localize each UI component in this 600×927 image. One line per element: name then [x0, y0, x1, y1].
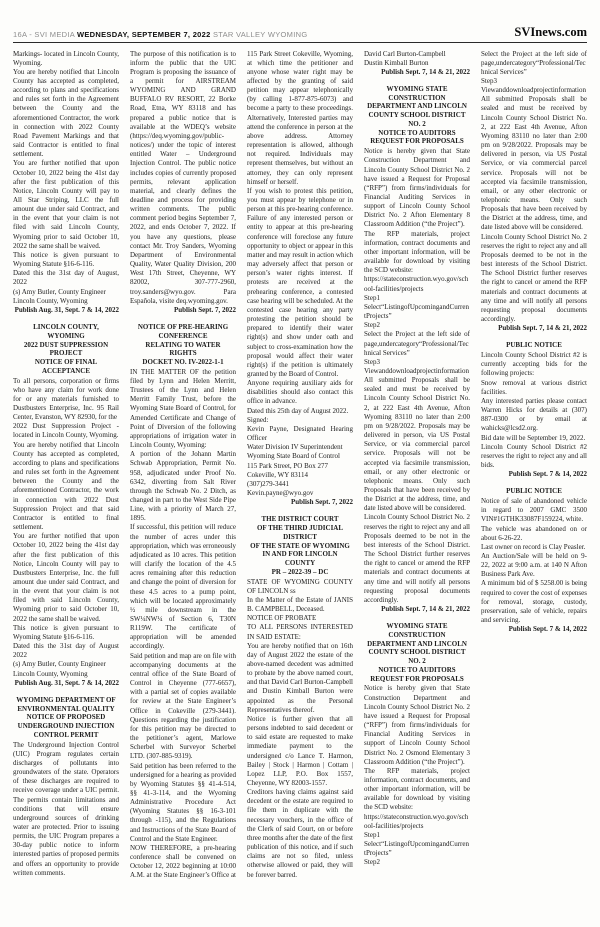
publish-line: Publish Aug. 31, Sept. 7 & 14, 2022: [14, 305, 119, 314]
notice-heading: [13, 323, 119, 376]
masthead-left: [13, 30, 307, 39]
notice-paragraph: This notice is given pursuant to Wyoming Statute §16-6-116.: [13, 623, 119, 641]
notice-paragraph: Step3: [364, 357, 380, 366]
notice-heading-line: DISTRICT: [283, 532, 317, 541]
notice-heading-line: DEPARTMENT AND LINCOLN: [367, 102, 467, 111]
notice-paragraph: Select“ListingofUpcomingandCurrentProjects”: [364, 840, 469, 858]
notice-heading-line: CONFERENCE: [158, 331, 208, 340]
notice-paragraph: Said petition and map are on file with accompanying documents at the central office of the State Board of Control in Cheyenne (777-6657), with a partial set of copies available for review at the State Engineer’s Office in Cokeville (279-3441). Questions regarding the justification for this petition may be directed to the petitioner’s agent, Marlowe Scherbel with Surveyor Scherbel LTD. (307-885-9319).: [130, 651, 236, 761]
notice-paragraph: This notice is given pursuant to Wyoming Statute §16-6-116.: [13, 250, 119, 269]
notice-paragraph: Select“ListingofUpcomingandCurrentProjects”: [364, 302, 469, 321]
legal-notice: [481, 341, 587, 479]
publish-line: Publish Sept. 7, 14 & 21, 2022: [498, 324, 587, 333]
notice-heading-line: ENVIRONMENTAL QUALITY: [17, 704, 115, 713]
notice-paragraph: Snow removal at various district facilities.: [481, 378, 587, 396]
notice-paragraph: Lincoln County, Wyoming: [13, 296, 88, 305]
notice-paragraph: TO ALL PERSONS INTERESTED IN SAID ESTATE:: [247, 623, 353, 641]
notice-paragraph: Notice is hereby given that State Construction Department and Lincoln County School District No. 2 have issued a Request for Proposal (“RFP”) from firms/individuals for Financial Auditing Services in support of Lincoln County School District No. 2 Osmond Elementary 3 Classroom Addition (“the Project”).: [364, 684, 470, 766]
notice-heading-line: REQUEST FOR PROPOSALS: [370, 137, 464, 146]
page-number-label: 16A - SVI MEDIA: [13, 29, 75, 39]
notice-paragraph: Dustin Kimball Burton: [364, 58, 429, 67]
notice-paragraph: Wyoming State Board of Control: [247, 452, 340, 461]
notice-paragraph: Markings- located in Lincoln County, Wyoming.: [13, 49, 119, 67]
notice-paragraph: Notice is hereby given that State Construction Department and Lincoln County School District No. 2 have issued a Request for Proposal (“RFP”) from firms/individuals for Financial Auditing Services in support of Lincoln County School District No. 2 Afton Elementary 8 Classroom Addition (“the Project”).: [364, 147, 470, 229]
notice-paragraph: STATE OF WYOMING COUNTY OF LINCOLN ss: [247, 577, 353, 595]
publish-line: Publish Aug. 31, Sept. 7 & 14, 2022: [14, 678, 119, 687]
notice-paragraph: A minimum bid of $ 5258.00 is being required to cover the cost of expenses for removal, storage, custody, preservation, sale of vehicle, repairs and servicing.: [481, 579, 587, 625]
notice-paragraph: Step1: [364, 830, 380, 839]
notice-paragraph: All submitted Proposals shall be sealed and must be received by Lincoln County School District No. 2, at 222 East 4th Avenue, Afton Wyoming 83110 no later than 2:00 pm on 9/28/2022. Proposals may be delivered in person, via US Postal Service, or via commercial parcel service. Proposals will not be accepted via facsimile transmission, email, or any other electronic or telephonic means. Only such Proposals that have been received by the District at the address, time, and date listed above will be considered.: [481, 95, 587, 232]
notice-paragraph: 115 Park Street, PO Box 277: [247, 461, 329, 470]
notice-heading-line: ACCEPTANCE: [41, 366, 91, 375]
notice-paragraph: NOTICE OF PROBATE: [247, 614, 317, 623]
notice-paragraph: A portion of the Johann Martin Schwab Appropriation, Permit No. 958, adjudicated under Proof No. 6342, diverting from Salt River through the Schwab No. 2 Ditch, as changed in part to the West Side Pipe Line, with a priority of March 27, 1895.: [130, 450, 236, 523]
notice-paragraph: If you wish to protest this petition, you must appear by telephone or in person at this pre-hearing conference. Failure of any interested person or entity to appear at this pre-hearing conference will foreclose any future opportunity to object or appear in this matter and may result in action which may adversely affect that person or person’s water rights interest. If protests are received at the prehearing conference, a contested case hearing will be scheduled. At the contested case hearing any party protesting the petition should be prepared to identify their water right(s) and show under oath and subject to cross-examination how the proposal would affect their water right(s) if the petition is ultimately granted by the Board of Control.: [247, 186, 353, 378]
notice-paragraph: 2022 Dust Suppression Project - located in Lincoln County, Wyoming.: [13, 422, 119, 440]
notice-paragraph: You are hereby notified that Lincoln County has accepted as completed, according to plans and specifications and rules set forth in the Agreement between the County and the aforementioned Contractor, the work in connection with 2022 Dust Suppression Project and that said Contractor is entitled to final settlement.: [13, 440, 119, 532]
notice-paragraph: Lincoln County, Wyoming: [13, 669, 88, 678]
masthead: [13, 26, 587, 43]
notice-heading-line: PUBLIC NOTICE: [506, 341, 562, 350]
notice-heading-line: NOTICE TO AUDITORS: [378, 665, 456, 674]
notice-paragraph: Lincoln County School District No. 2 reserves the right to reject any and all Proposals deemed to be not in the best interests of the School District. The School District further reserves the right to cancel or amend the RFP materials and contract documents at any time and will notify all persons requesting proposal documents accordingly.: [364, 513, 470, 604]
notice-heading: [364, 622, 470, 683]
notice-paragraph: Last owner on record is Clay Peasler.: [481, 542, 586, 551]
notice-heading-line: COUNTY: [284, 559, 316, 568]
notice-heading-line: PUBLIC NOTICE: [506, 487, 562, 496]
publish-line: Publish Sept. 7, 2022: [173, 305, 236, 314]
notice-heading-line: PR – 2022-39 – DC: [271, 567, 329, 576]
notice-heading-line: WYOMING STATE: [386, 84, 448, 93]
notice-paragraph: Step3: [481, 76, 497, 85]
notice-paragraph: Dated this the 31st day of August, 2022: [13, 269, 119, 287]
notice-paragraph: (307)279-3441: [247, 479, 289, 488]
notice-paragraph: Notice of sale of abandoned vehicle in regard to 2007 GMC 3500 VIN#1GTHK33087F159224, white.: [481, 497, 587, 524]
notice-heading-line: PROJECT: [49, 349, 83, 358]
notice-paragraph: Kevin Payne, Designated Hearing Officer: [247, 424, 353, 443]
notice-heading-line: OF THE THIRD JUDICIAL: [256, 524, 344, 533]
notice-paragraph: IN THE MATTER OF the petition filed by Lynn and Helen Merritt, Trustees of the Lynn and Helen Merritt Family Trust, before the Wyoming State Board of Control, for Amended Certificate and Change of Point of Diversion of the following appropriations of irrigation water in Lincoln County, Wyoming:: [130, 367, 236, 450]
legal-notice: [13, 323, 119, 688]
notice-paragraph: Cokeville, WY 83114: [247, 470, 308, 479]
notice-heading-line: WYOMING STATE: [386, 622, 448, 631]
notice-heading-line: LINCOLN COUNTY,: [33, 323, 99, 332]
notice-heading-line: CONSTRUCTION: [388, 93, 446, 102]
notice-heading-line: DEPARTMENT AND LINCOLN: [367, 639, 467, 648]
notice-paragraph: The RFP materials, project information, contract documents and other important information, will be available for download by visiting the SCD website:: [364, 229, 470, 275]
notice-heading: [481, 341, 587, 350]
notice-heading-line: COUNTY SCHOOL DISTRICT: [368, 111, 466, 120]
notice-paragraph: Step2: [364, 321, 380, 330]
notice-paragraph: You are further notified that upon October 10, 2022 being the 41st day after the first publication of this Notice, Lincoln County will pay to Dustbusters Enterprise, Inc. the full amount due under said Contract, and in the event that your claim is not filed with said Lincoln County, Wyoming prior to said October 10, 2022 the same shall be waived.: [13, 532, 119, 623]
notices-flow: [13, 50, 587, 884]
notice-heading-line: THE DISTRICT COURT: [261, 515, 339, 524]
notice-paragraph: Water Division IV Superintendent: [247, 443, 343, 452]
notice-paragraph: Creditors having claims against said decedent or the estate are required to file them in duplicate with the necessary vouchers, in the office of the Clerk of said Court, on or before three months after the date of the first publication of this notice, and if such claims are not so filed, unless otherwise allowed or paid, they will be forever barred.: [247, 788, 353, 879]
notice-heading-line: OF THE STATE OF WYOMING: [250, 541, 350, 550]
legal-notice: [13, 50, 119, 316]
notice-heading: [130, 323, 236, 367]
legal-notice: [481, 487, 587, 634]
notice-paragraph: https://stateconstruction.wyo.gov/school-facilities/projects: [364, 812, 469, 830]
legal-notice: [364, 85, 470, 614]
notice-paragraph: To all persons, corporation or firms who have any claim for work done for or any materials furnished to Dustbusters Enterprise, Inc. 95 Rail Center, Evanston, WY 82930, for the: [13, 376, 119, 422]
notice-heading: [481, 487, 587, 496]
notice-paragraph: Notice is further given that all persons indebted to said decedent or to said estate are requested to make immediate payment to the undersigned c/o Lance T. Harmon, Bailey | Stock | Harmon | Cottam | Lopez LLP, P.O. Box 1557, Cheyenne, WY 82003-1557.: [247, 714, 353, 787]
notice-paragraph: Any interested parties please contact Warren Hicks for details at (307) 887-0300 or by email at wahicks@lcsd2.org.: [481, 396, 587, 433]
notice-paragraph: Viewanddownloadprojectinformation: [481, 86, 586, 95]
notice-paragraph: The purpose of this notification is to inform the public that the UIC Program is proposing the issuance of a permit for AIRSTREAM WYOMING AND GRAND BUFFALO RV RESORT, 22 Borke Road, Etna, WY 83118 and has prepared a public notice that is available at the WDEQ’s website (https://deq.wyoming.gov/public-notices/) under the topic of interest entitled Water – Underground Injection Control. The public notice includes copies of currently proposed permits, relevant application material, and clearly defines the deadline and process for providing written comments. The public comment period begins September 7, 2022, and ends October 7, 2022. If you have any questions, please contact Mr. Troy Sanders, Wyoming Department of Environmental Quality, Water Quality Division, 200 West 17th Street, Cheyenne, WY 82002, 307-777-2960, troy.sanders@wyo.gov. Para Española, visite deq.wyoming.gov.: [130, 49, 236, 305]
notice-heading-line: WYOMING DEPARTMENT OF: [16, 695, 116, 704]
notice-heading: [364, 85, 470, 146]
notice-paragraph: You are hereby notified that on 16th day of August 2022 the estate of the above-named decedent was admitted to probate by the above named court, and that David Carl Burton-Campbell and Dustin Kimball Burton were appointed as the Personal Representatives thereof.: [247, 641, 353, 714]
notice-paragraph: Select the Project at the left side of page,undercategory“Professional/Technical Services”: [364, 330, 470, 357]
notice-paragraph: Dated this the 31st day of August 2022: [13, 642, 119, 660]
notice-heading-line: NOTICE TO AUDITORS: [378, 128, 456, 137]
notice-heading-line: NO. 2: [408, 119, 426, 128]
notice-paragraph: Step1: [364, 293, 380, 302]
notice-heading-line: NO. 2: [408, 657, 426, 666]
notice-paragraph: Step2: [364, 858, 380, 867]
notice-paragraph: The RFP materials, project information, contract documents, and other important information, will be available for download by visiting the SCD website:: [364, 766, 470, 812]
notice-paragraph: In the Matter of the Estate of JANIS B. CAMPBELL, Deceased.: [247, 595, 353, 614]
notice-paragraph: Lincoln County School District No. 2 reserves the right to reject any and all Proposals deemed to be not in the best interests of the School District. The School District further reserves the right to cancel or amend the RFP materials and contract documents at any time and will notify all persons requesting proposal documents accordingly.: [481, 232, 587, 324]
notice-paragraph: The Underground Injection Control (UIC) Program regulates certain discharges of pollutants into groundwaters of the state. Operators of these discharges are required to receive coverage under a UIC permit. The permits contain limitations and conditions that will ensure underground sources of drinking water are protected. Prior to issuing permits, the UIC Program prepares a 30-day public notice to inform interested parties of proposed permits and offers an opportunity to provide written comments.: [13, 740, 119, 877]
notice-heading-line: WYOMING: [47, 331, 85, 340]
publish-line: Publish Sept. 7, 14 & 21, 2022: [381, 605, 470, 614]
region-label: STAR VALLEY WYOMING: [212, 29, 308, 39]
notice-paragraph: Anyone requiring auxiliary aids for disabilities should also contact this office in advance.: [247, 379, 353, 406]
notice-paragraph: You are hereby notified that Lincoln County has accepted as completed, according to plans and specifications and rules set forth in the Agreement between the County and the aforementioned Contractor, the work in connection with 2022 County Road Pavement Markings and that said Contractor is entitled to final settlement.: [13, 67, 119, 159]
notice-paragraph: Select the Project at the left side of page,undercategory“Professional/Technical Services”: [481, 49, 587, 76]
notice-heading-line: NOTICE OF PROPOSED: [26, 713, 106, 722]
notice-paragraph: You are further notified that upon October 10, 2022 being the 41st day after the first publication of this Notice, Lincoln County will pay to All Star Striping, LLC the full amount due under said Contract, and in the event that your claim is not filed with said Lincoln County, Wyoming prior to said October 10, 2022 the same shall be waived.: [13, 159, 119, 250]
site-name: SVInews.com: [514, 25, 587, 39]
issue-date: WEDNESDAY, SEPTEMBER 7, 2022: [77, 29, 211, 39]
notice-paragraph: The vehicle was abandoned on or about 6-26-22.: [481, 524, 587, 542]
notice-paragraph: https://stateconstruction.wyo.gov/school-facilities/projects: [364, 275, 469, 293]
notice-paragraph: Bid date will be September 19, 2022.: [481, 433, 586, 442]
notice-paragraph: Lincoln County School District #2 is currently accepting bids for the following projects:: [481, 351, 587, 378]
notice-paragraph: Lincoln County School District #2 reserves the right to reject any and all bids.: [481, 442, 587, 469]
notice-heading-line: 2022 DUST SUPPRESSION: [23, 340, 109, 349]
notice-paragraph: An Auction/Sale will be held on 9-22, 2022 at 9:00 a.m. at 140 N Afton Business Park Ave.: [481, 551, 587, 579]
notice-heading-line: IN AND FOR LINCOLN: [262, 550, 338, 559]
notice-heading-line: NOTICE OF PRE-HEARING: [137, 323, 229, 332]
notice-paragraph: Viewanddownloadprojectinformation: [364, 366, 469, 375]
notice-paragraph: All submitted Proposals shall be sealed and must be received by Lincoln County School District No. 2, at 222 East 4th Avenue, Afton Wyoming 83110 no later than 2:00 pm on 9/28/2022. Proposals may be delivered in person, via US Postal Service, or via commercial parcel service. Proposals will not be accepted via facsimile transmission, email, or any other electronic or telephonic means. Only such Proposals that have been received by the District at the address, time, and date listed above will be considered.: [364, 376, 470, 513]
notice-heading-line: UNDERGROUND INJECTION: [17, 722, 115, 731]
notice-paragraph: Kevin.payne@wyo.gov: [247, 489, 314, 497]
publish-line: Publish Sept. 7, 2022: [290, 498, 353, 507]
notice-paragraph: Dated this 25th day of August 2022.: [247, 406, 349, 415]
notice-heading-line: NOTICE OF FINAL: [34, 358, 98, 367]
notice-heading-line: RELATING TO WATER: [145, 340, 221, 349]
publish-line: Publish Sept. 7, 14 & 21, 2022: [381, 67, 470, 76]
notice-paragraph: (s) Amy Butler, County Engineer: [13, 660, 106, 669]
notice-heading-line: CONSTRUCTION: [388, 630, 446, 639]
notice-paragraph: Said petition has been referred to the undersigned for a hearing as provided by Wyoming Statutes §§ 41-4-514, §§ 41-3-114, and the Wyoming Administrative Procedure Act (Wyoming Statutes §§ 16-3-101 through -115), and the Regulations and Instructions of the State Board of Control and the State Engineer.: [130, 761, 236, 843]
notice-paragraph: NOW THEREFORE, a pre-hearing conference shall be convened on October 12, 2022 beginning at 10:00 A.M. at the State Engineer’s Office at 115 Park Street Cokeville, Wyoming, at which time the petitioner and anyone whose water right may be affected by the granting of said petition may appear telephonically (by calling 1-877-875-6073) and become a party to these proceedings. Alternatively, Interested parties may attend the conference in person at the above address. Attorney representation is allowed, although not required. Individuals may represent themselves, but without an attorney, they can only represent himself or herself.: [130, 49, 353, 880]
notice-heading: [247, 515, 353, 576]
notice-heading-line: CONTROL PERMIT: [33, 730, 99, 739]
notice-heading-line: RIGHTS: [169, 349, 197, 358]
notice-heading-line: DOCKET NO. IV-2022-1-1: [142, 358, 224, 367]
notice-paragraph: David Carl Burton-Campbell: [364, 49, 446, 58]
notice-heading-line: REQUEST FOR PROPOSALS: [370, 674, 464, 683]
publish-line: Publish Sept. 7 & 14, 2022: [508, 625, 587, 634]
notice-heading-line: COUNTY SCHOOL DISTRICT: [368, 648, 466, 657]
notice-heading: [13, 696, 119, 740]
publish-line: Publish Sept. 7 & 14, 2022: [508, 470, 587, 479]
notice-paragraph: (s) Amy Butler, County Engineer: [13, 287, 106, 296]
notice-paragraph: If successful, this petition will reduce the number of acres under this appropriation, which was erroneously adjudicated as 10 acres. This petition will clarify the location of the 4.5 acres remaining after this reduction and change the point of diversion for these 4.5 acres to a pump point, which will be located approximately ½ mile downstream in the SW¼NW¼ of Section 6, T30N R119W. The certificate of appropriation will be amended accordingly.: [130, 523, 236, 651]
notice-paragraph: Signed:: [247, 415, 269, 424]
